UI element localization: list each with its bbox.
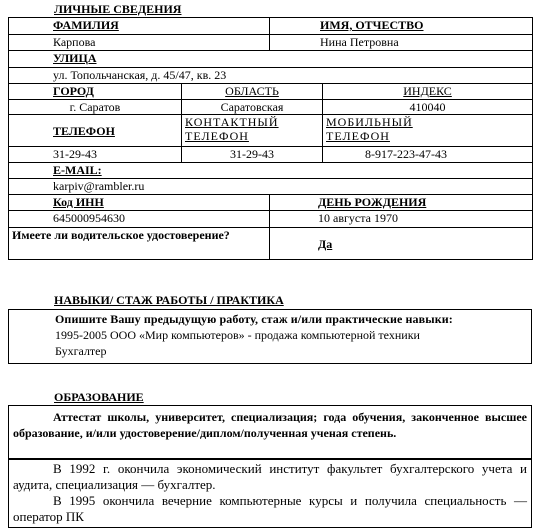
skills-line-1: 1995-2005 ООО «Мир компьютеров» - продажа компьютерной техники xyxy=(55,328,420,342)
personal-info-table xyxy=(8,17,533,260)
skills-box[interactable] xyxy=(8,309,532,364)
education-prompt-box xyxy=(8,405,532,459)
inn-value[interactable]: 645000954630 xyxy=(9,211,270,228)
region-label: ОБЛАСТЬ xyxy=(182,84,323,100)
skills-prompt: Опишите Вашу предыдущую работу, стаж и/или практические навыки: xyxy=(55,312,453,326)
education-paragraph-1: В 1992 г. окончила экономический институт факультет бухгалтерского учета и аудита, специализация — бухгалтер. xyxy=(13,461,527,492)
skills-section-title: НАВЫКИ/ СТАЖ РАБОТЫ / ПРАКТИКА xyxy=(54,293,284,307)
mobile-phone-value[interactable]: 8-917-223-47-43 xyxy=(323,147,533,163)
zip-label: ИНДЕКС xyxy=(323,84,533,100)
mobile-phone-label: МОБИЛЬНЫЙ ТЕЛЕФОН xyxy=(323,115,533,147)
email-value[interactable]: karpiv@rambler.ru xyxy=(9,179,533,195)
name-value[interactable]: Нина Петровна xyxy=(270,35,533,51)
education-answer-box[interactable] xyxy=(8,459,532,528)
surname-value[interactable]: Карпова xyxy=(9,35,270,51)
street-value[interactable]: ул. Топольчанская, д. 45/47, кв. 23 xyxy=(9,68,533,84)
phone-value[interactable]: 31-29-43 xyxy=(9,147,182,163)
birthday-label: ДЕНЬ РОЖДЕНИЯ xyxy=(270,195,533,211)
education-prompt: Аттестат школы, университет, специализация; года обучения, законченное высшее образование, и/или удостоверение/диплом/полученная ученая степень. xyxy=(13,410,527,440)
education-section-title: ОБРАЗОВАНИЕ xyxy=(54,390,144,404)
city-label: ГОРОД xyxy=(9,84,182,100)
region-value[interactable]: Саратовская xyxy=(182,100,323,115)
personal-section-title: ЛИЧНЫЕ СВЕДЕНИЯ xyxy=(54,2,182,16)
street-label: УЛИЦА xyxy=(9,51,533,68)
skills-line-2: Бухгалтер xyxy=(55,344,107,358)
zip-value[interactable]: 410040 xyxy=(323,100,533,115)
name-label: ИМЯ, ОТЧЕСТВО xyxy=(270,18,533,35)
email-label: E-MAIL: xyxy=(9,163,533,179)
education-paragraph-2: В 1995 окончила вечерние компьютерные курсы и получила специальность — оператор ПК xyxy=(13,493,527,524)
contact-phone-label: КОНТАКТНЫЙ ТЕЛЕФОН xyxy=(182,115,323,147)
phone-label: ТЕЛЕФОН xyxy=(9,115,182,147)
inn-label: Код ИНН xyxy=(9,195,270,211)
license-question: Имеете ли водительское удостоверение? xyxy=(9,228,270,260)
city-value[interactable]: г. Саратов xyxy=(9,100,182,115)
surname-label: ФАМИЛИЯ xyxy=(9,18,270,35)
birthday-value[interactable]: 10 августа 1970 xyxy=(270,211,533,228)
license-answer[interactable]: Да xyxy=(270,228,533,260)
contact-phone-value[interactable]: 31-29-43 xyxy=(182,147,323,163)
